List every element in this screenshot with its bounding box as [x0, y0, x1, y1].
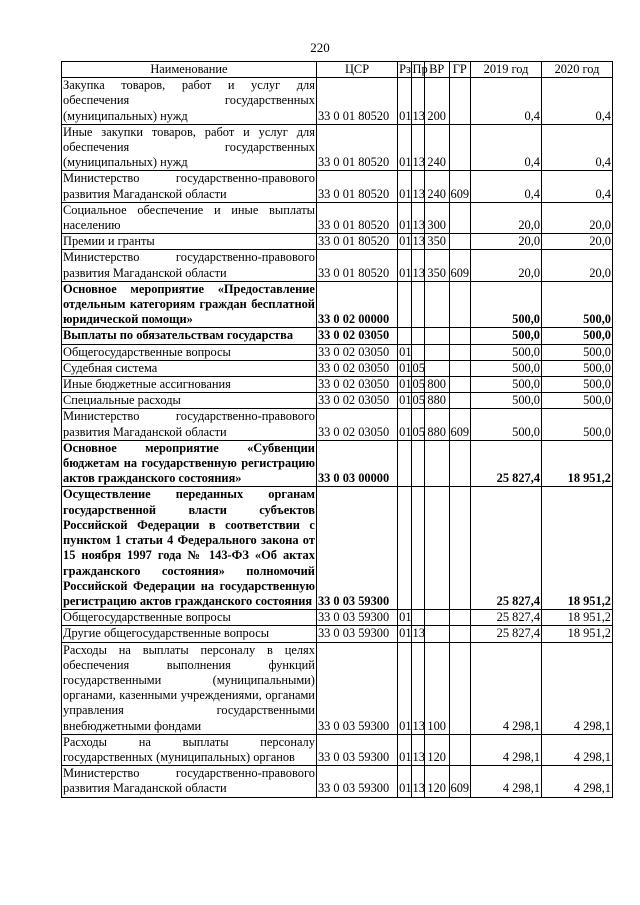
cell-2020: 500,0 [542, 409, 613, 440]
table-row [62, 328, 613, 344]
table-row [62, 344, 613, 360]
cell-name: Расходы на выплаты персоналу в целях обеспечения выполнения функций государственными (муниципальными) органами, казенными учреждениями, органами управления государственными внебюджетными фондами [63, 642, 315, 733]
cell-rz: 01 [399, 234, 412, 249]
cell-rz: 01 [398, 642, 411, 734]
cell-vr: 120 [424, 734, 449, 765]
cell-2019: 4 298,1 [471, 734, 542, 765]
cell-pr: 13 [411, 124, 424, 171]
cell-rz [398, 281, 411, 328]
cell-pr: 13 [411, 78, 424, 125]
cell-2020: 18 951,2 [542, 440, 613, 487]
cell-csr: 33 0 01 80520 [316, 78, 397, 125]
cell-vr: 880 [424, 393, 449, 409]
cell-pr: 13 [411, 202, 424, 233]
cell-csr: 33 0 03 59300 [316, 766, 397, 797]
cell-gr [449, 281, 471, 328]
cell-rz: 01 [398, 78, 411, 125]
cell-csr: 33 0 01 80520 [316, 171, 397, 202]
cell-gr [449, 377, 471, 393]
cell-pr: 05 [412, 360, 425, 375]
cell-name: Иные бюджетные ассигнования [62, 377, 317, 393]
cell-pr [411, 328, 424, 344]
cell-name: Выплаты по обязательствам государства [62, 328, 317, 344]
cell-gr [449, 234, 471, 250]
cell-2020: 20,0 [542, 234, 613, 250]
cell-2020: 18 951,2 [542, 610, 613, 626]
table-row [62, 734, 613, 765]
cell-2019: 500,0 [471, 281, 542, 328]
cell-vr: 200 [424, 78, 449, 125]
cell-pr: 13 [412, 234, 425, 249]
cell-2019: 4 298,1 [471, 766, 542, 797]
cell-gr [449, 734, 471, 765]
cell-csr: 33 0 02 03050 [316, 360, 397, 376]
cell-name: Министерство государственно-правового развития Магаданской области [63, 766, 315, 796]
cell-rz: 01 [398, 766, 411, 797]
cell-rz: 01 [399, 610, 412, 625]
cell-2019: 25 827,4 [471, 610, 542, 626]
cell-name: Иные закупки товаров, работ и услуг для обеспечения государственных (муниципальных) нужд [63, 124, 315, 170]
cell-2019: 20,0 [471, 234, 542, 250]
cell-csr: 33 0 01 80520 [316, 250, 397, 281]
cell-csr: 33 0 02 03050 [316, 377, 397, 393]
cell-pr: 13 [412, 626, 425, 641]
header-2020: 2020 год [542, 62, 613, 78]
cell-vr [424, 610, 449, 626]
cell-gr [449, 393, 471, 409]
cell-rz: 01 [398, 124, 411, 171]
cell-vr [424, 328, 449, 344]
cell-vr [424, 344, 449, 360]
cell-pr [411, 610, 424, 626]
cell-rz: 01 [399, 344, 412, 359]
cell-2020: 4 298,1 [542, 642, 613, 734]
cell-2020: 18 951,2 [542, 626, 613, 642]
budget-table [61, 61, 613, 798]
cell-rz [398, 487, 411, 610]
cell-csr: 33 0 02 03050 [316, 409, 397, 440]
cell-csr: 33 0 02 03050 [316, 344, 397, 360]
cell-pr [411, 281, 424, 328]
cell-2019: 500,0 [471, 393, 542, 409]
header-name: Наименование [62, 62, 317, 78]
cell-name: Министерство государственно-правового развития Магаданской области [63, 250, 315, 280]
cell-2019: 20,0 [471, 250, 542, 281]
cell-name: Осуществление переданных органам государственной власти субъектов Российской Федерации в соответствии с пунктом 1 статьи 4 Федерального закона от 15 ноября 1997 года № 143-ФЗ «Об актах гражданского состояния» полномочий Российской Федерации на государственную регистрацию актов гражданского состояния [63, 487, 315, 608]
cell-vr [424, 360, 449, 376]
table-row [62, 642, 613, 734]
cell-gr [449, 78, 471, 125]
cell-csr: 33 0 03 59300 [316, 642, 397, 734]
table-row [62, 360, 613, 376]
cell-csr: 33 0 01 80520 [316, 202, 397, 233]
cell-rz [398, 328, 411, 344]
cell-gr [449, 202, 471, 233]
cell-name: Премии и гранты [62, 234, 317, 250]
cell-rz [398, 440, 411, 487]
cell-2020: 20,0 [542, 250, 613, 281]
cell-csr: 33 0 03 59300 [316, 610, 397, 626]
cell-csr: 33 0 02 03050 [316, 393, 397, 409]
table-row [62, 393, 613, 409]
cell-2019: 4 298,1 [471, 642, 542, 734]
cell-vr [424, 626, 449, 642]
header-vr: ВР [424, 62, 449, 78]
cell-name: Общегосударственные вопросы [62, 610, 317, 626]
cell-gr: 609 [449, 250, 471, 281]
cell-2019: 500,0 [471, 344, 542, 360]
cell-rz: 01 [398, 202, 411, 233]
cell-csr: 33 0 03 59300 [316, 626, 397, 642]
table-row [62, 487, 613, 610]
table-row [62, 626, 613, 642]
cell-vr [424, 487, 449, 610]
cell-2020: 4 298,1 [542, 766, 613, 797]
cell-vr: 100 [424, 642, 449, 734]
cell-name: Судебная система [62, 360, 317, 376]
cell-pr: 13 [411, 766, 424, 797]
header-2019: 2019 год [471, 62, 542, 78]
cell-vr: 240 [424, 171, 449, 202]
table-row [62, 250, 613, 281]
cell-name: Специальные расходы [62, 393, 317, 409]
cell-rz: 01 [398, 734, 411, 765]
cell-2020: 500,0 [542, 393, 613, 409]
cell-2020: 500,0 [542, 360, 613, 376]
cell-rz: 01 [399, 393, 412, 408]
cell-gr [449, 487, 471, 610]
cell-vr [424, 281, 449, 328]
cell-name: Министерство государственно-правового развития Магаданской области [63, 171, 315, 201]
cell-2020: 20,0 [542, 202, 613, 233]
cell-rz: 01 [399, 626, 412, 641]
cell-gr [449, 610, 471, 626]
header-gr: ГР [449, 62, 471, 78]
cell-csr: 33 0 01 80520 [316, 234, 397, 250]
cell-csr: 33 0 01 80520 [316, 124, 397, 171]
table-row [62, 409, 613, 440]
cell-csr: 33 0 03 59300 [316, 487, 397, 610]
cell-2019: 500,0 [471, 328, 542, 344]
cell-2020: 500,0 [542, 377, 613, 393]
cell-rz: 01 [399, 360, 412, 375]
cell-2019: 500,0 [471, 377, 542, 393]
header-rz: Рз [399, 62, 411, 76]
cell-2020: 500,0 [542, 328, 613, 344]
cell-name: Основное мероприятие «Субвенции бюджетам на государственную регистрацию актов гражданского состояния» [63, 440, 315, 486]
cell-name: Закупка товаров, работ и услуг для обеспечения государственных (муниципальных) нужд [63, 78, 315, 123]
cell-pr: 13 [411, 171, 424, 202]
header-row [62, 62, 613, 78]
cell-gr: 609 [449, 766, 471, 797]
cell-rz: 01 [399, 377, 412, 392]
cell-pr: 05 [412, 393, 425, 408]
cell-vr [424, 440, 449, 487]
cell-pr: 05 [411, 409, 424, 440]
cell-2019: 0,4 [471, 171, 542, 202]
cell-gr [449, 124, 471, 171]
cell-vr: 350 [424, 234, 449, 250]
cell-gr [449, 360, 471, 376]
cell-2019: 25 827,4 [471, 626, 542, 642]
cell-2019: 25 827,4 [471, 440, 542, 487]
cell-vr: 120 [424, 766, 449, 797]
cell-name: Расходы на выплаты персоналу государственных (муниципальных) органов [63, 734, 315, 764]
cell-vr: 300 [424, 202, 449, 233]
cell-2020: 0,4 [542, 124, 613, 171]
table-row [62, 171, 613, 202]
cell-csr: 33 0 02 03050 [316, 328, 397, 344]
cell-rz: 01 [398, 250, 411, 281]
cell-2019: 0,4 [471, 124, 542, 171]
cell-gr [449, 440, 471, 487]
cell-2019: 20,0 [471, 202, 542, 233]
cell-2020: 4 298,1 [542, 734, 613, 765]
table-row [62, 766, 613, 797]
cell-pr: 13 [411, 642, 424, 734]
cell-name: Социальное обеспечение и иные выплаты населению [63, 202, 315, 233]
cell-vr: 240 [424, 124, 449, 171]
cell-pr: 05 [412, 377, 425, 392]
cell-2019: 0,4 [471, 78, 542, 125]
cell-csr: 33 0 02 00000 [316, 281, 397, 328]
cell-name: Другие общегосударственные вопросы [62, 626, 317, 642]
table-row [62, 440, 613, 487]
cell-2020: 500,0 [542, 344, 613, 360]
table-row [62, 234, 613, 250]
cell-pr: 13 [411, 734, 424, 765]
table-row [62, 377, 613, 393]
table-row [62, 610, 613, 626]
header-pr: Пр [412, 62, 428, 76]
cell-gr [449, 626, 471, 642]
cell-gr: 609 [449, 171, 471, 202]
table-row [62, 78, 613, 125]
cell-csr: 33 0 03 59300 [316, 734, 397, 765]
cell-vr: 350 [424, 250, 449, 281]
cell-pr [411, 487, 424, 610]
cell-rz: 01 [398, 409, 411, 440]
table-row [62, 202, 613, 233]
cell-name: Основное мероприятие «Предоставление отдельным категориям граждан бесплатной юридической помощи» [63, 281, 315, 327]
cell-gr: 609 [449, 409, 471, 440]
cell-gr [449, 344, 471, 360]
table-row [62, 281, 613, 328]
cell-name: Общегосударственные вопросы [62, 344, 317, 360]
cell-pr: 13 [411, 250, 424, 281]
cell-gr [449, 328, 471, 344]
cell-2020: 0,4 [542, 78, 613, 125]
cell-2020: 500,0 [542, 281, 613, 328]
cell-2020: 0,4 [542, 171, 613, 202]
cell-2019: 25 827,4 [471, 487, 542, 610]
cell-vr: 880 [424, 409, 449, 440]
cell-2019: 500,0 [471, 360, 542, 376]
cell-pr [411, 440, 424, 487]
table-row [62, 124, 613, 171]
cell-2019: 500,0 [471, 409, 542, 440]
cell-pr [411, 344, 424, 360]
cell-name: Министерство государственно-правового развития Магаданской области [63, 409, 315, 439]
page-number: 220 [310, 40, 330, 55]
cell-rz: 01 [398, 171, 411, 202]
header-csr: ЦСР [316, 62, 397, 78]
cell-2020: 18 951,2 [542, 487, 613, 610]
cell-vr: 800 [424, 377, 449, 393]
cell-gr [449, 642, 471, 734]
cell-csr: 33 0 03 00000 [316, 440, 397, 487]
